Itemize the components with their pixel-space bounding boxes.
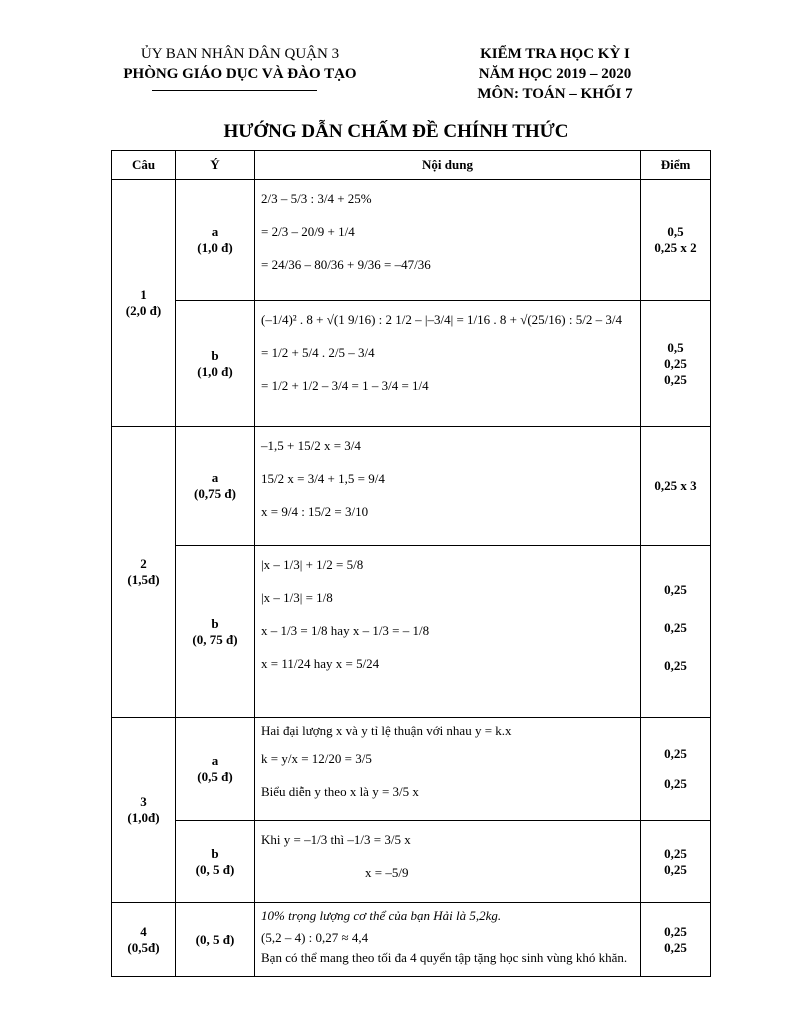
part-cell bbox=[176, 427, 255, 546]
grading-table bbox=[111, 150, 711, 977]
score-cell bbox=[641, 821, 711, 903]
part-label: a bbox=[211, 224, 219, 239]
col-header-score: Điểm bbox=[641, 151, 711, 180]
score-cell bbox=[641, 427, 711, 546]
content-line: x – 1/3 = 1/8 hay x – 1/3 = – 1/8 bbox=[261, 623, 430, 638]
content-line: Biểu diễn y theo x là y = 3/5 x bbox=[261, 784, 419, 799]
part-points: (0, 5 đ) bbox=[195, 931, 235, 947]
header-left bbox=[110, 44, 370, 84]
part-cell bbox=[176, 546, 255, 718]
content-line: 2/3 – 5/3 : 3/4 + 25% bbox=[261, 191, 372, 206]
table-row bbox=[112, 903, 711, 977]
score-cell bbox=[641, 546, 711, 718]
content-line: 10% trọng lượng cơ thể của bạn Hải là 5,2kg. bbox=[261, 908, 502, 923]
table-row bbox=[112, 301, 711, 427]
content-line: (–1/4)² . 8 + √(1 9/16) : 2 1/2 – |–3/4| = 1/16 . 8 + √(25/16) : 5/2 – 3/4 bbox=[261, 312, 622, 327]
content-line: –1,5 + 15/2 x = 3/4 bbox=[261, 438, 361, 453]
authority-name: ỦY BAN NHÂN DÂN QUẬN 3 bbox=[140, 46, 340, 62]
content-line: k = y/x = 12/20 = 3/5 bbox=[261, 751, 372, 766]
content-line: Khi y = –1/3 thì –1/3 = 3/5 x bbox=[261, 832, 411, 847]
question-number: 2 bbox=[140, 556, 147, 571]
content-cell bbox=[255, 718, 641, 821]
question-points: (1,0đ) bbox=[127, 810, 160, 825]
question-number: 4 bbox=[140, 923, 147, 939]
department-name: PHÒNG GIÁO DỤC VÀ ĐÀO TẠO bbox=[123, 66, 357, 82]
table-row bbox=[112, 718, 711, 821]
part-cell bbox=[176, 821, 255, 903]
content-line: = 1/2 + 5/4 . 2/5 – 3/4 bbox=[261, 345, 375, 360]
question-points: (2,0 đ) bbox=[125, 303, 162, 318]
content-line: x = –5/9 bbox=[365, 865, 409, 880]
part-label: b bbox=[211, 615, 219, 631]
part-label: a bbox=[211, 753, 219, 768]
question-cell bbox=[112, 903, 176, 977]
content-line: |x – 1/3| + 1/2 = 5/8 bbox=[261, 557, 364, 572]
score-value: 0,25 bbox=[664, 355, 687, 371]
part-points: (1,0 đ) bbox=[197, 363, 233, 379]
col-header-content: Nội dung bbox=[255, 151, 641, 180]
score-value: 0,25 x 2 bbox=[654, 240, 697, 255]
score-value: 0,25 bbox=[664, 581, 687, 597]
question-points: (0,5đ) bbox=[127, 939, 160, 955]
part-points: (0, 5 đ) bbox=[195, 861, 235, 877]
part-points: (0,5 đ) bbox=[197, 769, 233, 784]
question-cell bbox=[112, 180, 176, 427]
part-label: b bbox=[211, 845, 219, 861]
score-cell bbox=[641, 718, 711, 821]
part-points: (1,0 đ) bbox=[197, 240, 233, 255]
content-cell bbox=[255, 821, 641, 903]
content-line: Hai đại lượng x và y tỉ lệ thuận với nhau y = k.x bbox=[261, 723, 512, 738]
score-value: 0,25 bbox=[664, 776, 687, 791]
subject-grade: MÔN: TOÁN – KHỐI 7 bbox=[477, 86, 633, 102]
content-line: = 24/36 – 80/36 + 9/36 = –47/36 bbox=[261, 257, 431, 272]
table-row bbox=[112, 821, 711, 903]
question-number: 1 bbox=[140, 287, 147, 302]
score-value: 0,25 x 3 bbox=[654, 478, 697, 493]
content-line: 15/2 x = 3/4 + 1,5 = 9/4 bbox=[261, 471, 385, 486]
content-cell bbox=[255, 903, 641, 977]
score-value: 0,25 bbox=[664, 371, 687, 387]
part-label: a bbox=[211, 470, 219, 485]
part-points: (0,75 đ) bbox=[194, 486, 236, 501]
table-row bbox=[112, 180, 711, 301]
score-value: 0,5 bbox=[667, 339, 684, 355]
part-cell bbox=[176, 301, 255, 427]
question-cell bbox=[112, 718, 176, 903]
content-cell bbox=[255, 301, 641, 427]
content-line: x = 9/4 : 15/2 = 3/10 bbox=[261, 504, 369, 519]
page-title: HƯỚNG DẪN CHẤM ĐỀ CHÍNH THỨC bbox=[223, 121, 569, 142]
header-divider bbox=[152, 90, 317, 91]
part-cell bbox=[176, 718, 255, 821]
score-value: 0,25 bbox=[664, 619, 687, 635]
score-cell bbox=[641, 180, 711, 301]
col-header-question: Câu bbox=[112, 151, 176, 180]
score-value: 0,25 bbox=[664, 923, 687, 939]
header-right bbox=[455, 44, 655, 104]
part-label: b bbox=[211, 347, 219, 363]
content-line: x = 11/24 hay x = 5/24 bbox=[261, 656, 380, 671]
content-line: (5,2 – 4) : 0,27 ≈ 4,4 bbox=[261, 930, 369, 945]
score-cell bbox=[641, 903, 711, 977]
table-row bbox=[112, 546, 711, 718]
question-number: 3 bbox=[140, 794, 147, 809]
content-line: = 1/2 + 1/2 – 3/4 = 1 – 3/4 = 1/4 bbox=[261, 378, 429, 393]
score-value: 0,5 bbox=[667, 224, 684, 239]
question-points: (1,5đ) bbox=[127, 572, 160, 587]
content-line: = 2/3 – 20/9 + 1/4 bbox=[261, 224, 355, 239]
score-value: 0,25 bbox=[664, 861, 687, 877]
part-cell bbox=[176, 903, 255, 977]
score-value: 0,25 bbox=[664, 746, 687, 761]
content-cell bbox=[255, 427, 641, 546]
score-value: 0,25 bbox=[664, 939, 687, 955]
content-cell bbox=[255, 546, 641, 718]
content-line: |x – 1/3| = 1/8 bbox=[261, 590, 333, 605]
score-cell bbox=[641, 301, 711, 427]
exam-name: KIỂM TRA HỌC KỲ I bbox=[480, 46, 630, 62]
table-header-row bbox=[112, 151, 711, 180]
col-header-part: Ý bbox=[176, 151, 255, 180]
school-year: NĂM HỌC 2019 – 2020 bbox=[478, 66, 632, 82]
part-cell bbox=[176, 180, 255, 301]
question-cell bbox=[112, 427, 176, 718]
content-cell bbox=[255, 180, 641, 301]
part-points: (0, 75 đ) bbox=[192, 631, 238, 647]
score-value: 0,25 bbox=[664, 845, 687, 861]
score-value: 0,25 bbox=[664, 657, 687, 673]
table-row bbox=[112, 427, 711, 546]
content-line: Bạn có thể mang theo tối đa 4 quyển tập tặng học sinh vùng khó khăn. bbox=[261, 950, 628, 965]
